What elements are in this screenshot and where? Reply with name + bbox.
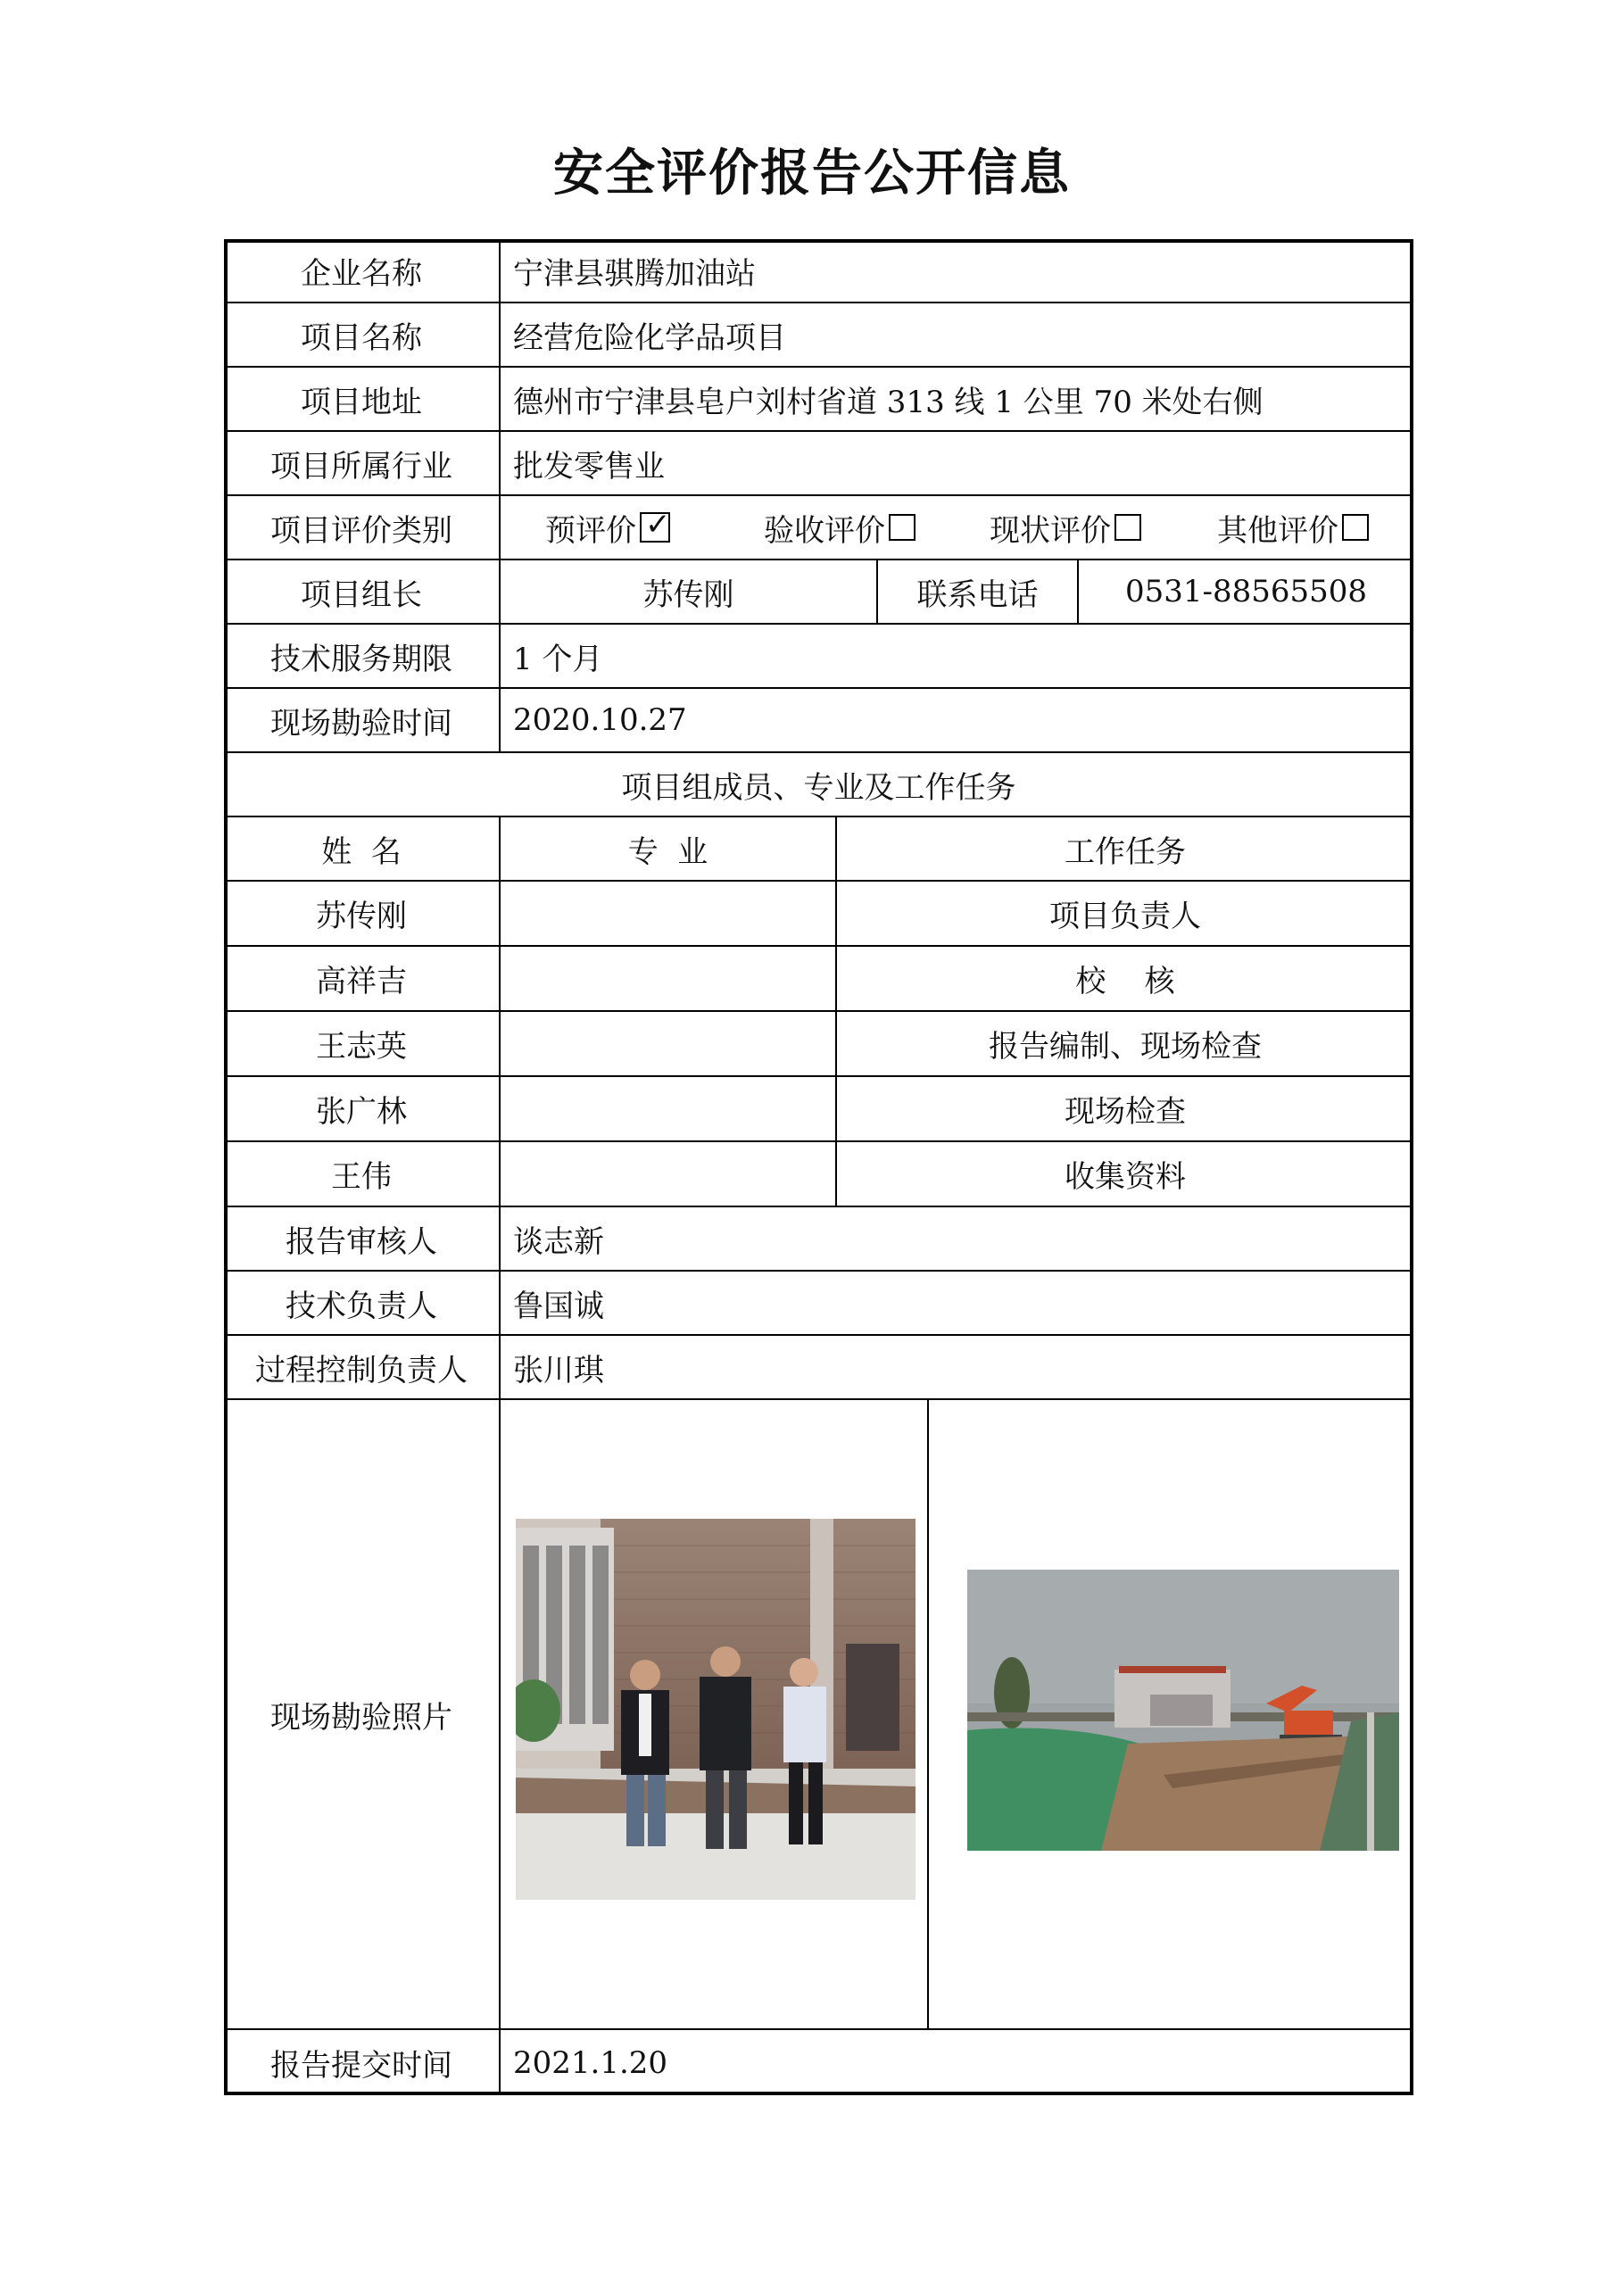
member-task: 现场检查 [1065,1094,1186,1130]
page-title: 安全评价报告公开信息 [553,145,1071,203]
member-name: 苏传刚 [224,882,501,945]
submit-value: 2021.1.20 [513,2044,668,2081]
reviewer-value: 谈志新 [513,1223,604,1260]
survey-time-label: 现场勘验时间 [224,689,501,751]
member-task: 项目负责人 [1049,899,1201,934]
header-task: 工作任务 [1065,833,1186,870]
period-value: 1 个月 [513,641,603,677]
project-label: 项目名称 [224,303,501,366]
industry-label: 项目所属行业 [224,432,501,494]
category-option-status-label: 现状评价 [990,512,1111,549]
table-border [224,239,1413,2095]
member-task: 收集资料 [1065,1159,1186,1195]
header-name: 姓 名 [224,817,501,880]
category-label: 项目评价类别 [224,496,501,559]
address-value: 德州市宁津县皂户刘村省道 313 线 1 公里 70 米处右侧 [513,384,1264,420]
tech-lead-label: 技术负责人 [224,1272,501,1334]
category-option-other-label: 其他评价 [1217,512,1338,549]
reviewer-label: 报告审核人 [224,1207,501,1270]
period-label: 技术服务期限 [224,625,501,687]
member-name: 高祥吉 [224,947,501,1010]
members-section-title: 项目组成员、专业及工作任务 [621,769,1016,806]
tech-lead-value: 鲁国诚 [513,1288,604,1324]
industry-value: 批发零售业 [513,448,665,485]
check-mark-icon: ✓ [645,507,671,543]
member-name: 张广林 [224,1077,501,1140]
member-task: 报告编制、现场检查 [989,1029,1262,1065]
category-option-pre-label: 预评价 [545,512,636,549]
phone-value: 0531-88565508 [1124,574,1368,609]
process-lead-value: 张川琪 [513,1352,604,1388]
address-label: 项目地址 [224,368,501,430]
leader-value: 苏传刚 [501,560,878,623]
phone-label: 联系电话 [878,560,1079,623]
photos-label: 现场勘验照片 [224,1400,501,2028]
category-option-acceptance-label: 验收评价 [764,512,885,549]
company-value: 宁津县骐腾加油站 [513,255,756,292]
submit-label: 报告提交时间 [224,2030,501,2095]
leader-label: 项目组长 [224,560,501,623]
process-lead-label: 过程控制负责人 [224,1336,501,1398]
survey-time-value: 2020.10.27 [513,702,687,738]
header-major: 专 业 [501,817,837,880]
member-name: 王伟 [224,1142,501,1206]
member-task: 校 核 [1075,964,1175,999]
member-name: 王志英 [224,1012,501,1075]
project-value: 经营危险化学品项目 [513,319,786,356]
company-label: 企业名称 [224,239,501,302]
